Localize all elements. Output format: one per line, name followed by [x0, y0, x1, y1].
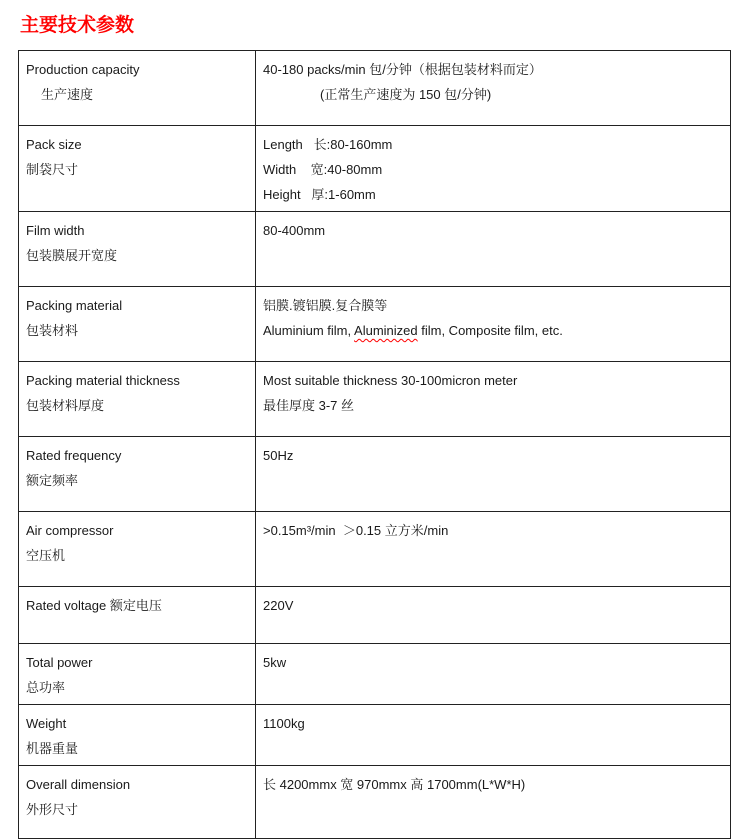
weight-value-cell: [256, 705, 731, 766]
table-row-film-width: [19, 212, 731, 287]
spec-table: [18, 50, 731, 839]
text-line: 额定频率: [26, 473, 79, 488]
table-row-overall-dimension: [19, 766, 731, 839]
text-line: >0.15m³/min ＞0.15 立方米/min: [263, 523, 449, 538]
text-line: Packing material thickness: [26, 373, 180, 388]
table-row-total-power: [19, 644, 731, 705]
text-line: 50Hz: [263, 448, 294, 463]
text-line: 最佳厚度 3-7 丝: [263, 398, 355, 413]
text-segment: film, Composite film, etc.: [417, 323, 563, 338]
text-line: Most suitable thickness 30-100micron meter: [263, 373, 518, 388]
text-line: 外形尺寸: [26, 802, 79, 817]
packing-material-value-cell: [256, 287, 731, 362]
total-power-param-cell: [19, 644, 256, 705]
total-power-value-cell: [256, 644, 731, 705]
text-segment: Aluminium film,: [263, 323, 355, 338]
text-line: 长 4200mmx 宽 970mmx 高 1700mm(L*W*H): [263, 777, 526, 792]
text-line: Packing material: [26, 298, 123, 313]
packing-material-param-cell: [19, 287, 256, 362]
text-line: [263, 318, 724, 343]
text-line: Total power: [26, 655, 93, 670]
text-line: 包装膜展开宽度: [26, 248, 118, 263]
text-line: 包装材料厚度: [26, 398, 105, 413]
text-line: 80-400mm: [263, 223, 326, 238]
packing-material-thickness-value-cell: [256, 362, 731, 437]
air-compressor-param-cell: [19, 512, 256, 587]
text-line: Rated voltage 额定电压: [26, 598, 162, 613]
film-width-value-cell: [256, 212, 731, 287]
text-line: 生产速度: [41, 87, 94, 102]
text-line: 5kw: [263, 655, 287, 670]
table-row-packing-material-thickness: [19, 362, 731, 437]
packing-material-thickness-param-cell: [19, 362, 256, 437]
text-line: Weight: [26, 716, 67, 731]
text-line: 制袋尺寸: [26, 162, 79, 177]
pack-size-value-cell: [256, 126, 731, 212]
pack-size-param-cell: [19, 126, 256, 212]
text-line: Film width: [26, 223, 85, 238]
text-line: (正常生产速度为 150 包/分钟): [320, 87, 492, 102]
overall-dimension-value-cell: [256, 766, 731, 839]
table-row-production-capacity: [19, 51, 731, 126]
text-line: 包装材料: [26, 323, 79, 338]
text-line: 空压机: [26, 548, 66, 563]
production-capacity-param-cell: [19, 51, 256, 126]
text-line: Height 厚:1-60mm: [263, 187, 376, 202]
table-row-packing-material: [19, 287, 731, 362]
text-line: Rated frequency: [26, 448, 122, 463]
text-line: 220V: [263, 598, 294, 613]
text-line: 机器重量: [26, 741, 79, 756]
text-line: Width 宽:40-80mm: [263, 162, 383, 177]
misspelled-word: Aluminized: [354, 323, 418, 338]
overall-dimension-param-cell: [19, 766, 256, 839]
table-row-weight: [19, 705, 731, 766]
rated-voltage-param-cell: [19, 587, 256, 644]
text-line: 1100kg: [263, 716, 305, 731]
table-row-air-compressor: [19, 512, 731, 587]
page-title: 主要技术参数: [20, 15, 135, 36]
table-row-rated-frequency: [19, 437, 731, 512]
text-line: 总功率: [26, 680, 66, 695]
rated-frequency-value-cell: [256, 437, 731, 512]
text-line: Pack size: [26, 137, 82, 152]
table-row-pack-size: [19, 126, 731, 212]
spec-table-body: [19, 51, 731, 839]
text-line: Overall dimension: [26, 777, 131, 792]
production-capacity-value-cell: [256, 51, 731, 126]
rated-voltage-value-cell: [256, 587, 731, 644]
text-line: Production capacity: [26, 62, 140, 77]
film-width-param-cell: [19, 212, 256, 287]
text-line: Air compressor: [26, 523, 114, 538]
text-line: 铝膜.镀铝膜.复合膜等: [263, 298, 388, 313]
text-line: 40-180 packs/min 包/分钟（根据包装材料而定）: [263, 62, 542, 77]
text-line: Length 长:80-160mm: [263, 137, 393, 152]
air-compressor-value-cell: [256, 512, 731, 587]
weight-param-cell: [19, 705, 256, 766]
rated-frequency-param-cell: [19, 437, 256, 512]
table-row-rated-voltage: [19, 587, 731, 644]
